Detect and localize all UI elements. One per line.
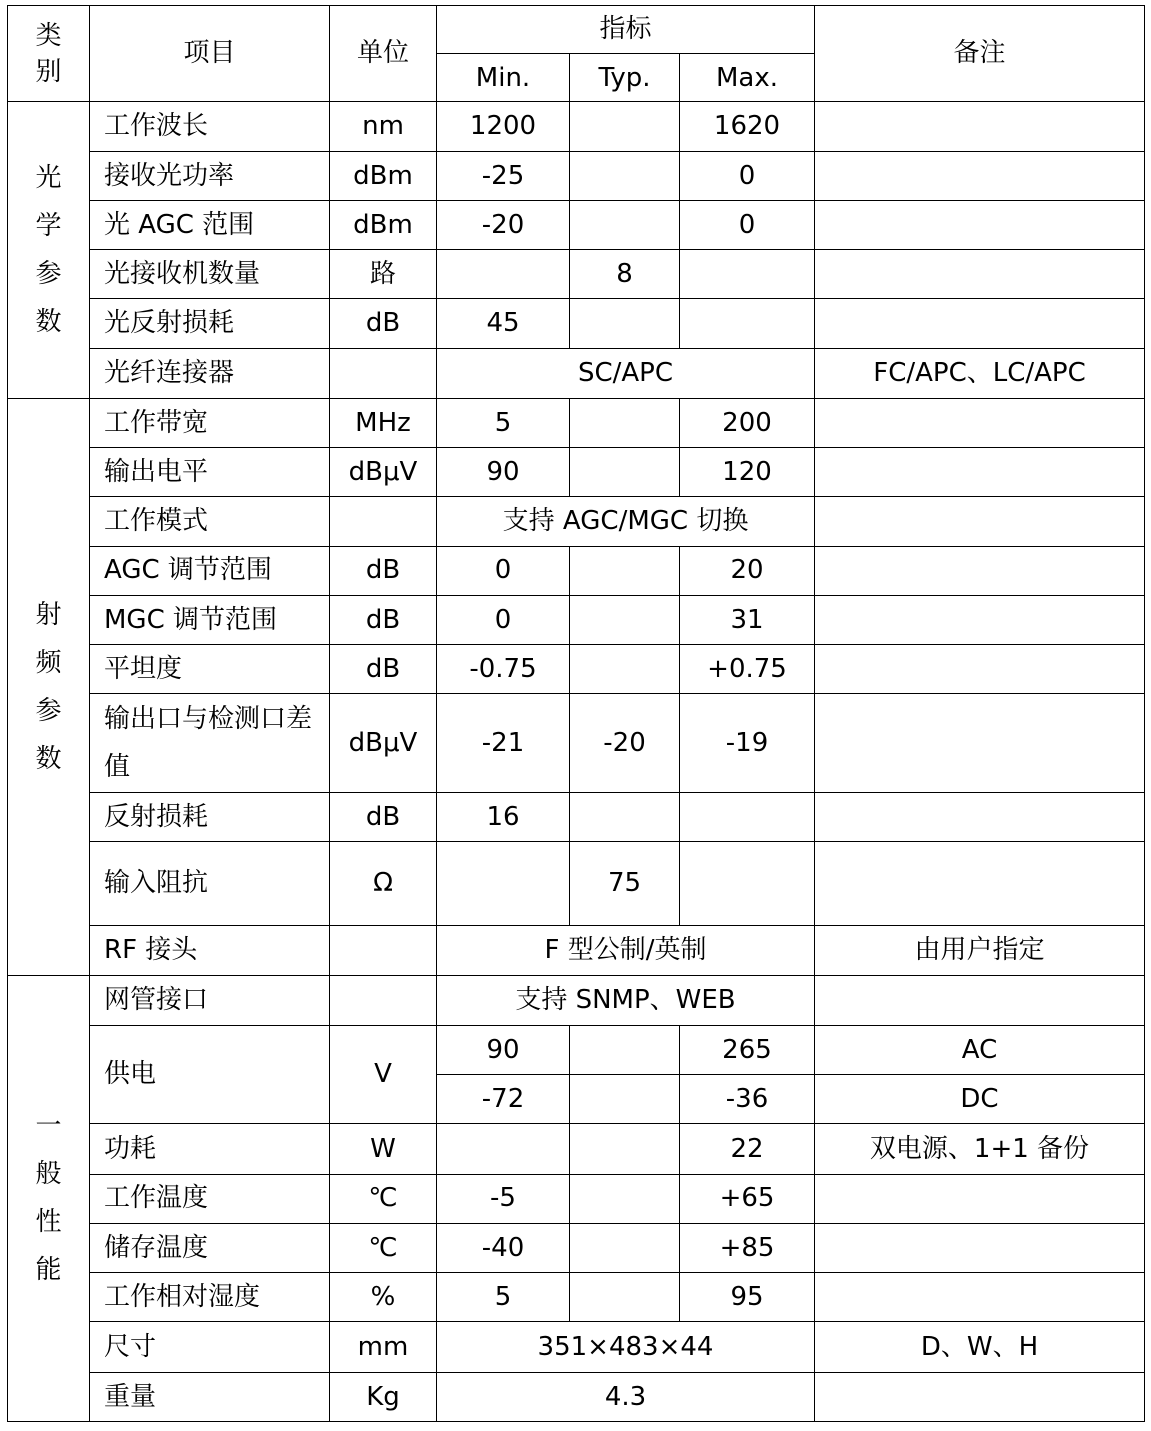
min-cell: -0.75: [437, 645, 570, 694]
unit-cell: dB: [330, 595, 437, 644]
item-cell: MGC 调节范围: [90, 595, 330, 644]
category-rf: 射 频 参 数: [8, 398, 90, 975]
header-typ: Typ.: [570, 54, 680, 102]
typ-cell: 8: [570, 250, 680, 299]
category-optical: 光 学 参 数: [8, 102, 90, 398]
item-cell: 输出电平: [90, 448, 330, 497]
remark-cell: [815, 842, 1145, 926]
typ-cell: [570, 595, 680, 644]
table-row: [8, 1025, 1145, 1074]
min-cell: 90: [437, 448, 570, 497]
remark-cell: [815, 694, 1145, 792]
item-cell: RF 接头: [90, 926, 330, 975]
unit-cell: dBμV: [330, 694, 437, 792]
table-row: [8, 842, 1145, 926]
header-category: 类 别: [8, 6, 90, 102]
unit-cell: [330, 926, 437, 975]
min-cell: 5: [437, 1273, 570, 1322]
table-row: [8, 398, 1145, 447]
item-cell: 尺寸: [90, 1322, 330, 1372]
typ-cell: [570, 448, 680, 497]
header-remark: 备注: [815, 6, 1145, 102]
table-row: [8, 1273, 1145, 1322]
typ-cell: [570, 1174, 680, 1223]
table-row: [8, 1124, 1145, 1174]
min-cell: -20: [437, 200, 570, 249]
typ-cell: [570, 1273, 680, 1322]
remark-cell: D、W、H: [815, 1322, 1145, 1372]
typ-cell: [570, 200, 680, 249]
remark-cell: [815, 299, 1145, 348]
item-cell: 光 AGC 范围: [90, 200, 330, 249]
max-cell: [680, 792, 815, 841]
item-cell: AGC 调节范围: [90, 546, 330, 595]
item-cell: 接收光功率: [90, 151, 330, 200]
item-cell: 反射损耗: [90, 792, 330, 841]
header-max: Max.: [680, 54, 815, 102]
remark-cell: [815, 398, 1145, 447]
unit-cell: ℃: [330, 1174, 437, 1223]
table-row: [8, 497, 1145, 546]
max-cell: 31: [680, 595, 815, 644]
table-row: [8, 926, 1145, 975]
header-spec: 指标: [437, 6, 815, 54]
table-row: [8, 1223, 1145, 1272]
typ-cell: [570, 398, 680, 447]
unit-cell: 路: [330, 250, 437, 299]
max-cell: +85: [680, 1223, 815, 1272]
remark-cell: [815, 1273, 1145, 1322]
table-row: [8, 595, 1145, 644]
unit-cell: Kg: [330, 1372, 437, 1421]
typ-cell: [570, 1075, 680, 1124]
table-row: [8, 200, 1145, 249]
item-cell: 工作波长: [90, 102, 330, 151]
table-row: [8, 448, 1145, 497]
min-cell: 45: [437, 299, 570, 348]
remark-cell: [815, 1372, 1145, 1421]
unit-cell: mm: [330, 1322, 437, 1372]
spec-span-cell: 支持 AGC/MGC 切换: [437, 497, 815, 546]
header-min: Min.: [437, 54, 570, 102]
remark-cell: DC: [815, 1075, 1145, 1124]
table-row: [8, 299, 1145, 348]
typ-cell: [570, 299, 680, 348]
max-cell: +0.75: [680, 645, 815, 694]
spec-span-cell: SC/APC: [437, 348, 815, 398]
min-cell: -5: [437, 1174, 570, 1223]
min-cell: -25: [437, 151, 570, 200]
min-cell: -72: [437, 1075, 570, 1124]
table-row: [8, 792, 1145, 841]
unit-cell: Ω: [330, 842, 437, 926]
item-cell: 工作带宽: [90, 398, 330, 447]
spec-span-cell: F 型公制/英制: [437, 926, 815, 975]
table-row: [8, 975, 1145, 1025]
remark-cell: [815, 792, 1145, 841]
max-cell: [680, 250, 815, 299]
remark-cell: 由用户指定: [815, 926, 1145, 975]
typ-cell: [570, 1223, 680, 1272]
typ-cell: [570, 546, 680, 595]
remark-cell: [815, 1223, 1145, 1272]
unit-cell: dBm: [330, 151, 437, 200]
item-cell: 工作模式: [90, 497, 330, 546]
item-cell: 光纤连接器: [90, 348, 330, 398]
item-cell: 光接收机数量: [90, 250, 330, 299]
typ-cell: [570, 1025, 680, 1074]
typ-cell: 75: [570, 842, 680, 926]
item-cell: 供电: [90, 1025, 330, 1123]
min-cell: 90: [437, 1025, 570, 1074]
table-row: [8, 1322, 1145, 1372]
remark-cell: [815, 546, 1145, 595]
typ-cell: [570, 1124, 680, 1174]
table-row: [8, 546, 1145, 595]
typ-cell: -20: [570, 694, 680, 792]
item-cell: 工作相对湿度: [90, 1273, 330, 1322]
table-row: [8, 645, 1145, 694]
unit-cell: ℃: [330, 1223, 437, 1272]
unit-cell: [330, 348, 437, 398]
max-cell: 1620: [680, 102, 815, 151]
header-unit: 单位: [330, 6, 437, 102]
item-cell: 输出口与检测口差值: [90, 694, 330, 792]
min-cell: 0: [437, 546, 570, 595]
typ-cell: [570, 151, 680, 200]
table-row: [8, 151, 1145, 200]
max-cell: -19: [680, 694, 815, 792]
unit-cell: dB: [330, 792, 437, 841]
min-cell: -21: [437, 694, 570, 792]
typ-cell: [570, 645, 680, 694]
table-row: [8, 348, 1145, 398]
category-general: 一 般 性 能: [8, 975, 90, 1421]
remark-cell: [815, 448, 1145, 497]
header-item: 项目: [90, 6, 330, 102]
unit-cell: %: [330, 1273, 437, 1322]
min-cell: [437, 250, 570, 299]
remark-cell: [815, 250, 1145, 299]
unit-cell: [330, 975, 437, 1025]
unit-cell: nm: [330, 102, 437, 151]
item-cell: 网管接口: [90, 975, 330, 1025]
unit-cell: dBm: [330, 200, 437, 249]
min-cell: [437, 842, 570, 926]
max-cell: 20: [680, 546, 815, 595]
unit-cell: dB: [330, 645, 437, 694]
unit-cell: MHz: [330, 398, 437, 447]
max-cell: [680, 842, 815, 926]
item-cell: 输入阻抗: [90, 842, 330, 926]
item-cell: 功耗: [90, 1124, 330, 1174]
spec-table: [7, 5, 1145, 1422]
max-cell: 22: [680, 1124, 815, 1174]
min-cell: 1200: [437, 102, 570, 151]
min-cell: 5: [437, 398, 570, 447]
max-cell: 0: [680, 151, 815, 200]
unit-cell: W: [330, 1124, 437, 1174]
remark-cell: [815, 1174, 1145, 1223]
spec-span-cell: 351×483×44: [437, 1322, 815, 1372]
min-cell: 0: [437, 595, 570, 644]
min-cell: 16: [437, 792, 570, 841]
max-cell: 265: [680, 1025, 815, 1074]
item-cell: 光反射损耗: [90, 299, 330, 348]
table-row: [8, 250, 1145, 299]
min-cell: -40: [437, 1223, 570, 1272]
item-cell: 工作温度: [90, 1174, 330, 1223]
remark-cell: 双电源、1+1 备份: [815, 1124, 1145, 1174]
max-cell: +65: [680, 1174, 815, 1223]
item-cell: 平坦度: [90, 645, 330, 694]
unit-cell: dB: [330, 546, 437, 595]
typ-cell: [570, 102, 680, 151]
item-cell: 重量: [90, 1372, 330, 1421]
remark-cell: FC/APC、LC/APC: [815, 348, 1145, 398]
typ-cell: [570, 792, 680, 841]
unit-cell: [330, 497, 437, 546]
remark-cell: [815, 595, 1145, 644]
max-cell: -36: [680, 1075, 815, 1124]
max-cell: 0: [680, 200, 815, 249]
remark-cell: [815, 975, 1145, 1025]
max-cell: 120: [680, 448, 815, 497]
table-row: [8, 102, 1145, 151]
table-row: [8, 694, 1145, 792]
max-cell: [680, 299, 815, 348]
max-cell: 95: [680, 1273, 815, 1322]
unit-cell: dBμV: [330, 448, 437, 497]
unit-cell: dB: [330, 299, 437, 348]
remark-cell: [815, 200, 1145, 249]
unit-cell: V: [330, 1025, 437, 1123]
remark-cell: [815, 497, 1145, 546]
remark-cell: [815, 151, 1145, 200]
remark-cell: AC: [815, 1025, 1145, 1074]
item-cell: 储存温度: [90, 1223, 330, 1272]
remark-cell: [815, 645, 1145, 694]
remark-cell: [815, 102, 1145, 151]
min-cell: [437, 1124, 570, 1174]
max-cell: 200: [680, 398, 815, 447]
table-row: [8, 1174, 1145, 1223]
table-row: [8, 1372, 1145, 1421]
spec-span-cell: 4.3: [437, 1372, 815, 1421]
spec-span-cell: 支持 SNMP、WEB: [437, 975, 815, 1025]
